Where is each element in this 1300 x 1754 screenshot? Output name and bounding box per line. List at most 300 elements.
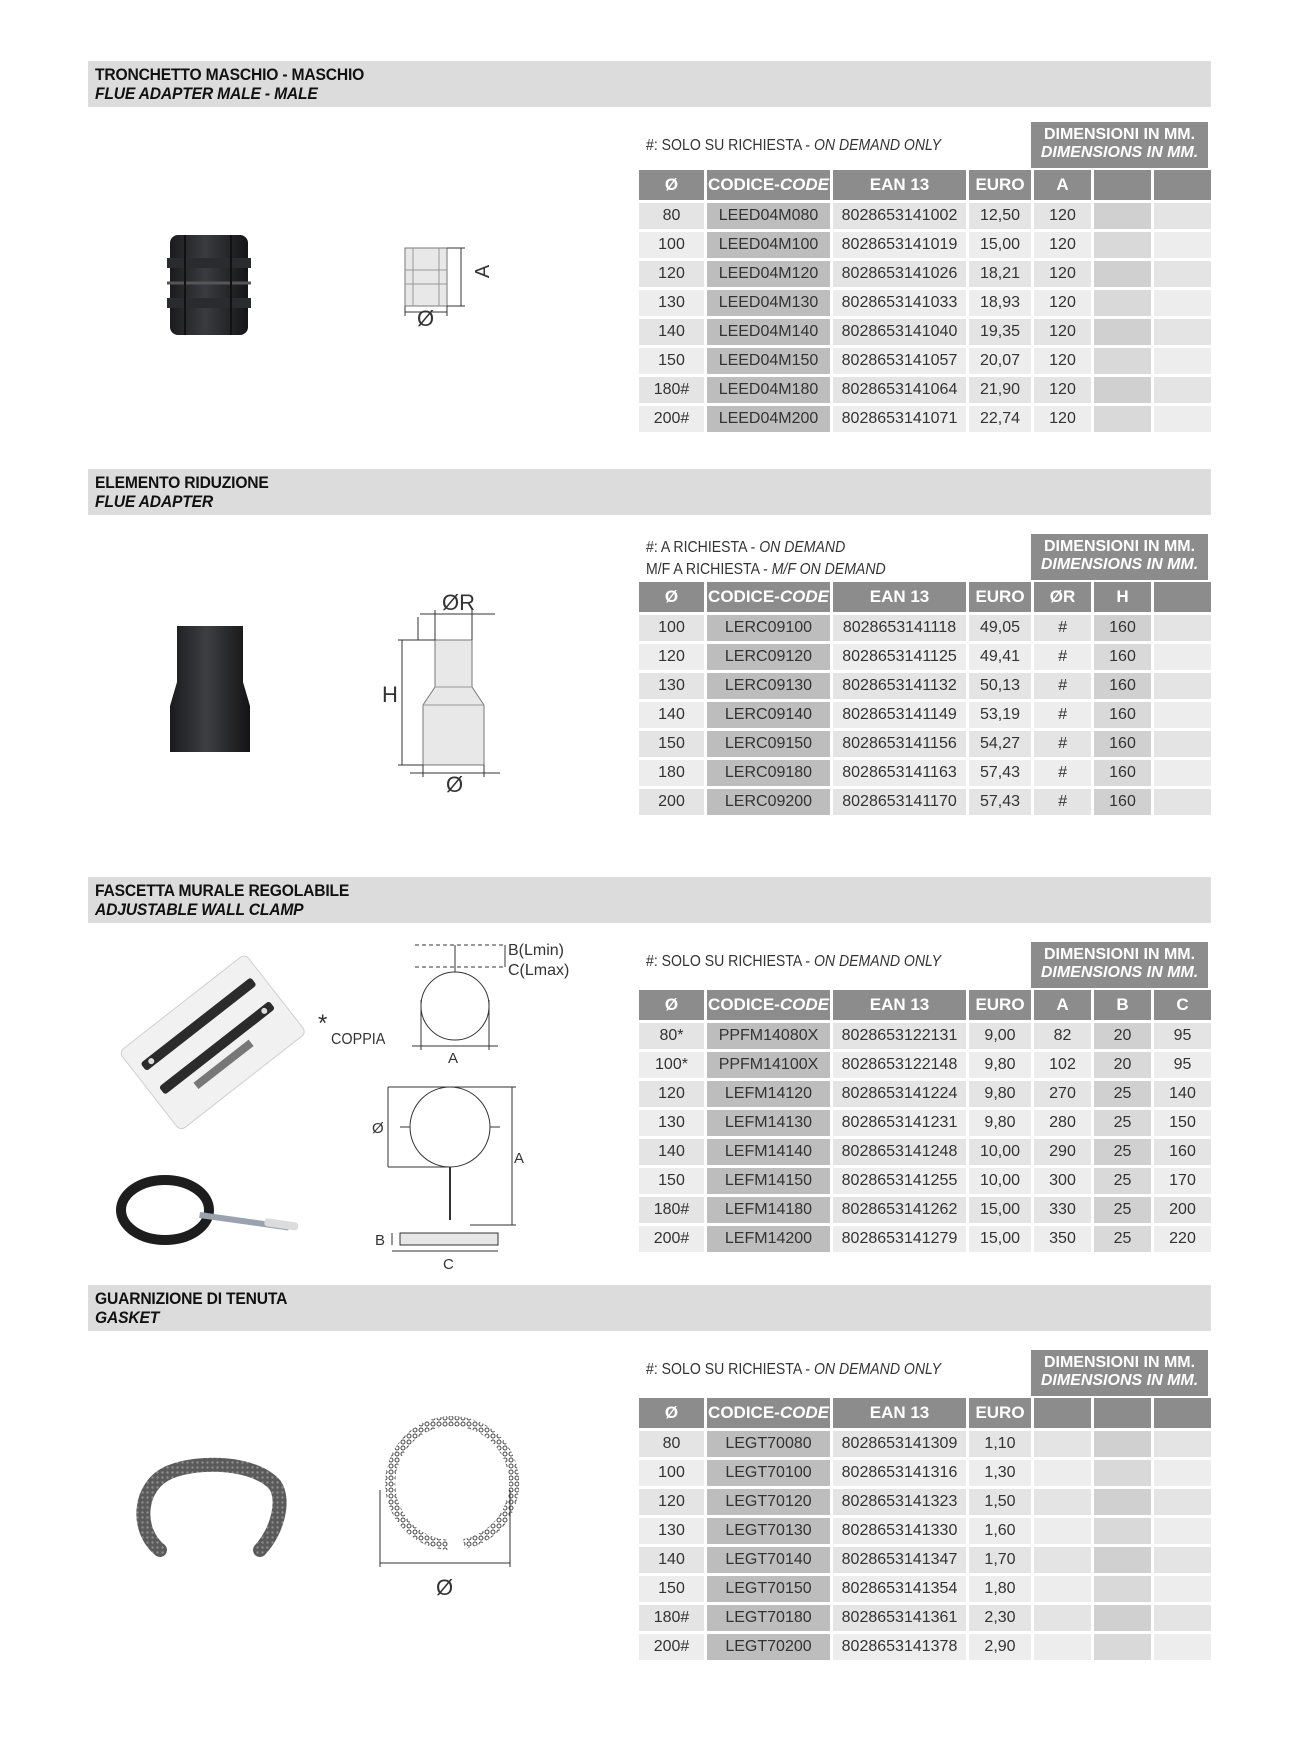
reducer-drawing xyxy=(390,605,510,780)
table-cell: 57,43 xyxy=(969,760,1031,786)
table-cell xyxy=(1094,1547,1151,1573)
text-fragment: CODICE- xyxy=(708,995,780,1014)
table-cell: LEED04M200 xyxy=(707,406,830,432)
table-row xyxy=(639,1197,1211,1223)
table-cell: 8028653141064 xyxy=(833,377,966,403)
table-cell: LEFM14180 xyxy=(707,1197,830,1223)
section-header xyxy=(88,469,1211,515)
table-row xyxy=(639,1226,1211,1252)
dimension-a-label: A xyxy=(472,264,495,279)
table-cell: EAN 13 xyxy=(833,1398,966,1428)
table-cell: LERC09180 xyxy=(707,760,830,786)
table-header-row xyxy=(639,1398,1211,1428)
table-cell: 12,50 xyxy=(969,203,1031,229)
table-cell: 21,90 xyxy=(969,377,1031,403)
table-cell: 150 xyxy=(639,348,704,374)
table-cell xyxy=(1034,1489,1091,1515)
table-cell xyxy=(1094,232,1151,258)
text-fragment: ON DEMAND ONLY xyxy=(813,1361,941,1378)
text-fragment: DIMENSIONS IN MM. xyxy=(1040,144,1199,161)
table-row xyxy=(639,1168,1211,1194)
table-cell: 8028653141002 xyxy=(833,203,966,229)
table-cell: 140 xyxy=(639,1547,704,1573)
table-cell xyxy=(1154,789,1211,815)
table-cell: 160 xyxy=(1094,731,1151,757)
table-cell xyxy=(1154,261,1211,287)
table-cell: 20 xyxy=(1094,1023,1151,1049)
table-cell: 150 xyxy=(639,1168,704,1194)
table-row xyxy=(639,348,1211,374)
section-subtitle: FLUE ADAPTER MALE - MALE xyxy=(95,84,318,103)
table-cell: 280 xyxy=(1034,1110,1091,1136)
table-cell: 290 xyxy=(1034,1139,1091,1165)
table-cell: 160 xyxy=(1094,673,1151,699)
table-row xyxy=(639,1518,1211,1544)
table-row xyxy=(639,319,1211,345)
table-cell: 120 xyxy=(639,1081,704,1107)
table-cell: 1,70 xyxy=(969,1547,1031,1573)
table-cell xyxy=(1094,406,1151,432)
table-cell: 2,90 xyxy=(969,1634,1031,1660)
table-cell xyxy=(1034,1634,1091,1660)
table-cell: 9,80 xyxy=(969,1052,1031,1078)
table-cell xyxy=(1094,1398,1151,1428)
availability-note-2 xyxy=(646,560,886,580)
table-cell: EAN 13 xyxy=(833,582,966,612)
dimensions-header xyxy=(1031,1350,1208,1396)
table-cell: 57,43 xyxy=(969,789,1031,815)
table-cell: 19,35 xyxy=(969,319,1031,345)
table-cell: 25 xyxy=(1094,1139,1151,1165)
table-cell: 180# xyxy=(639,377,704,403)
table-cell xyxy=(1154,232,1211,258)
section-header xyxy=(88,1285,1211,1331)
table-cell: # xyxy=(1034,644,1091,670)
table-cell: 330 xyxy=(1034,1197,1091,1223)
table-row xyxy=(639,290,1211,316)
text-fragment: DIMENSIONI IN MM. xyxy=(1043,126,1196,143)
table-cell xyxy=(1094,170,1151,200)
table-cell: 8028653141309 xyxy=(833,1431,966,1457)
table-cell: # xyxy=(1034,673,1091,699)
table-cell: 15,00 xyxy=(969,1197,1031,1223)
text-fragment: CODICE- xyxy=(708,1403,780,1422)
text-fragment: CODE xyxy=(779,175,829,194)
table-cell xyxy=(1154,582,1211,612)
wall-clamp-photo xyxy=(115,1170,305,1260)
table-cell: 130 xyxy=(639,673,704,699)
table-cell: LEED04M180 xyxy=(707,377,830,403)
table-cell: 54,27 xyxy=(969,731,1031,757)
table-cell: LEFM14140 xyxy=(707,1139,830,1165)
table-cell: 120 xyxy=(1034,406,1091,432)
section-subtitle: GASKET xyxy=(95,1308,160,1327)
table-cell: C xyxy=(1154,990,1211,1020)
table-cell: 8028653141026 xyxy=(833,261,966,287)
table-row xyxy=(639,760,1211,786)
table-cell: LERC09120 xyxy=(707,644,830,670)
text-fragment: #: A RICHIESTA - xyxy=(646,539,760,556)
table-cell: 130 xyxy=(639,1518,704,1544)
table-row xyxy=(639,615,1211,641)
text-fragment: DIMENSIONI IN MM. xyxy=(1043,1354,1196,1371)
table-cell: 130 xyxy=(639,290,704,316)
table-cell: LEED04M100 xyxy=(707,232,830,258)
text-fragment: #: SOLO SU RICHIESTA - xyxy=(646,137,814,154)
clamp-side-drawing xyxy=(410,940,520,1060)
table-cell xyxy=(707,990,830,1020)
text-fragment: DIMENSIONS IN MM. xyxy=(1040,964,1199,981)
table-cell: 25 xyxy=(1094,1110,1151,1136)
diameter-label: Ø xyxy=(436,1575,454,1600)
text-fragment: M/F A RICHIESTA - xyxy=(646,561,772,578)
table-cell: 8028653141125 xyxy=(833,644,966,670)
table-cell: ØR xyxy=(1034,582,1091,612)
table-row xyxy=(639,1431,1211,1457)
male-male-adapter-drawing xyxy=(385,232,505,332)
table-cell: Ø xyxy=(639,990,704,1020)
table-cell: 8028653141330 xyxy=(833,1518,966,1544)
table-cell: LEGT70120 xyxy=(707,1489,830,1515)
table-cell: 80 xyxy=(639,1431,704,1457)
table-cell: 25 xyxy=(1094,1197,1151,1223)
table-cell xyxy=(1154,203,1211,229)
table-cell: LEFM14150 xyxy=(707,1168,830,1194)
table-cell xyxy=(1094,1431,1151,1457)
text-fragment: M/F ON DEMAND xyxy=(771,561,886,578)
table-cell: PPFM14100X xyxy=(707,1052,830,1078)
table-cell: 160 xyxy=(1094,789,1151,815)
table-cell: 180 xyxy=(639,760,704,786)
diameter-label: Ø xyxy=(372,1120,384,1137)
table-row xyxy=(639,789,1211,815)
table-cell: 150 xyxy=(639,1576,704,1602)
table-cell: 18,93 xyxy=(969,290,1031,316)
table-cell xyxy=(707,1398,830,1428)
table-cell xyxy=(1094,1605,1151,1631)
table-cell: LERC09140 xyxy=(707,702,830,728)
table-cell: 8028653141361 xyxy=(833,1605,966,1631)
table-cell xyxy=(1154,673,1211,699)
table-cell xyxy=(707,582,830,612)
table-row xyxy=(639,1634,1211,1660)
table-cell: 9,80 xyxy=(969,1081,1031,1107)
table-cell: 8028653141354 xyxy=(833,1576,966,1602)
asterisk-mark: * xyxy=(318,1010,328,1037)
table-row xyxy=(639,1460,1211,1486)
packaged-clamp-photo xyxy=(115,955,305,1140)
text-fragment: DIMENSIONI IN MM. xyxy=(1043,946,1196,963)
table-row xyxy=(639,1023,1211,1049)
table-cell: 120 xyxy=(639,644,704,670)
text-fragment: CODICE- xyxy=(708,587,780,606)
table-row xyxy=(639,1489,1211,1515)
table-cell: 140 xyxy=(1154,1081,1211,1107)
section-subtitle: FLUE ADAPTER xyxy=(95,492,213,511)
dimension-b-label: B xyxy=(375,1232,386,1249)
table-row xyxy=(639,203,1211,229)
table-cell xyxy=(1154,1547,1211,1573)
table-cell xyxy=(1094,377,1151,403)
table-cell: 140 xyxy=(639,319,704,345)
text-fragment: #: SOLO SU RICHIESTA - xyxy=(646,1361,814,1378)
table-row xyxy=(639,702,1211,728)
table-cell: 8028653141118 xyxy=(833,615,966,641)
table-cell: A xyxy=(1034,990,1091,1020)
table-cell: LEGT70150 xyxy=(707,1576,830,1602)
table-cell: 220 xyxy=(1154,1226,1211,1252)
table-cell xyxy=(1094,1576,1151,1602)
table-cell: A xyxy=(1034,170,1091,200)
diameter-label: Ø xyxy=(446,772,464,797)
gasket-drawing xyxy=(370,1415,520,1585)
table-cell: 100 xyxy=(639,1460,704,1486)
price-table xyxy=(636,167,1214,435)
table-cell xyxy=(1034,1547,1091,1573)
gasket-photo xyxy=(130,1450,290,1560)
text-fragment: ON DEMAND ONLY xyxy=(813,137,941,154)
section-header xyxy=(88,61,1211,107)
table-cell: 53,19 xyxy=(969,702,1031,728)
table-cell: 8028653141231 xyxy=(833,1110,966,1136)
section-title: TRONCHETTO MASCHIO - MASCHIO xyxy=(95,65,365,84)
table-cell: # xyxy=(1034,760,1091,786)
table-row xyxy=(639,377,1211,403)
table-cell xyxy=(1154,170,1211,200)
table-cell: 25 xyxy=(1094,1168,1151,1194)
table-cell xyxy=(1094,203,1151,229)
availability-note xyxy=(646,136,941,156)
table-cell: LEFM14130 xyxy=(707,1110,830,1136)
table-cell: LEED04M140 xyxy=(707,319,830,345)
table-cell: 95 xyxy=(1154,1052,1211,1078)
table-cell: LERC09150 xyxy=(707,731,830,757)
table-cell xyxy=(1154,1605,1211,1631)
table-cell: 8028653141149 xyxy=(833,702,966,728)
table-cell: # xyxy=(1034,702,1091,728)
reducer-photo xyxy=(165,622,255,757)
table-cell xyxy=(1094,261,1151,287)
table-cell: 20,07 xyxy=(969,348,1031,374)
table-cell: 270 xyxy=(1034,1081,1091,1107)
table-cell xyxy=(1034,1431,1091,1457)
table-cell: 200# xyxy=(639,1634,704,1660)
table-cell xyxy=(1154,1398,1211,1428)
text-fragment: #: SOLO SU RICHIESTA - xyxy=(646,953,814,970)
table-cell: LEFM14120 xyxy=(707,1081,830,1107)
table-cell: 160 xyxy=(1094,702,1151,728)
table-cell xyxy=(1154,1431,1211,1457)
table-cell: 170 xyxy=(1154,1168,1211,1194)
table-cell: 8028653141323 xyxy=(833,1489,966,1515)
text-fragment: ON DEMAND ONLY xyxy=(813,953,941,970)
table-row xyxy=(639,1605,1211,1631)
table-cell: 8028653141040 xyxy=(833,319,966,345)
text-fragment: CODE xyxy=(779,1403,829,1422)
text-fragment: DIMENSIONS IN MM. xyxy=(1040,556,1199,573)
table-cell: LEGT70140 xyxy=(707,1547,830,1573)
table-cell xyxy=(1034,1518,1091,1544)
table-cell: # xyxy=(1034,615,1091,641)
availability-note xyxy=(646,1360,941,1380)
table-cell xyxy=(1094,290,1151,316)
table-header-row xyxy=(639,990,1211,1020)
table-cell: 15,00 xyxy=(969,232,1031,258)
table-cell xyxy=(707,170,830,200)
table-cell: EURO xyxy=(969,582,1031,612)
table-cell xyxy=(1154,319,1211,345)
table-cell: 120 xyxy=(1034,290,1091,316)
table-cell: 8028653141033 xyxy=(833,290,966,316)
table-cell: EURO xyxy=(969,1398,1031,1428)
table-cell xyxy=(1154,731,1211,757)
text-fragment: DIMENSIONS IN MM. xyxy=(1040,1372,1199,1389)
table-cell: LEGT70080 xyxy=(707,1431,830,1457)
table-cell: 140 xyxy=(639,702,704,728)
table-row xyxy=(639,673,1211,699)
table-cell: 18,21 xyxy=(969,261,1031,287)
table-cell: 8028653141057 xyxy=(833,348,966,374)
table-cell: Ø xyxy=(639,1398,704,1428)
pair-label: COPPIA xyxy=(331,1031,386,1048)
table-cell xyxy=(1154,1489,1211,1515)
section-header xyxy=(88,877,1211,923)
table-cell: 95 xyxy=(1154,1023,1211,1049)
table-cell: LERC09200 xyxy=(707,789,830,815)
b-lmin-label: B(Lmin) xyxy=(508,942,565,959)
table-cell: LEGT70100 xyxy=(707,1460,830,1486)
table-header-row xyxy=(639,170,1211,200)
table-cell: 50,13 xyxy=(969,673,1031,699)
diameter-label: Ø xyxy=(417,306,435,331)
table-cell: 8028653141248 xyxy=(833,1139,966,1165)
table-cell: PPFM14080X xyxy=(707,1023,830,1049)
table-cell: 8028653141156 xyxy=(833,731,966,757)
text-fragment: CODICE- xyxy=(708,175,780,194)
table-cell: 120 xyxy=(1034,377,1091,403)
table-cell: LEED04M150 xyxy=(707,348,830,374)
table-cell: 120 xyxy=(1034,348,1091,374)
table-cell: 49,41 xyxy=(969,644,1031,670)
table-cell: 8028653141224 xyxy=(833,1081,966,1107)
table-cell: 200 xyxy=(1154,1197,1211,1223)
table-cell xyxy=(1154,1634,1211,1660)
table-cell: 200# xyxy=(639,1226,704,1252)
table-row xyxy=(639,1139,1211,1165)
dimension-a2-label: A xyxy=(514,1150,525,1167)
table-cell: 8028653141255 xyxy=(833,1168,966,1194)
table-cell xyxy=(1034,1576,1091,1602)
table-cell: # xyxy=(1034,731,1091,757)
table-cell: 8028653141132 xyxy=(833,673,966,699)
table-header-row xyxy=(639,582,1211,612)
section-title: ELEMENTO RIDUZIONE xyxy=(95,473,269,492)
table-cell: 49,05 xyxy=(969,615,1031,641)
table-cell: 8028653141071 xyxy=(833,406,966,432)
male-male-adapter-photo xyxy=(165,230,255,340)
table-row xyxy=(639,1081,1211,1107)
section-subtitle: ADJUSTABLE WALL CLAMP xyxy=(95,900,304,919)
table-row xyxy=(639,406,1211,432)
dimensions-header xyxy=(1031,534,1208,580)
table-cell: LERC09100 xyxy=(707,615,830,641)
table-row xyxy=(639,644,1211,670)
dimension-c-label: C xyxy=(443,1256,454,1273)
table-cell: LEED04M120 xyxy=(707,261,830,287)
table-cell: 22,74 xyxy=(969,406,1031,432)
table-cell: 1,10 xyxy=(969,1431,1031,1457)
dimensions-header xyxy=(1031,942,1208,988)
availability-note xyxy=(646,538,845,558)
table-cell xyxy=(1154,406,1211,432)
table-cell: 8028653141279 xyxy=(833,1226,966,1252)
table-cell: LEFM14200 xyxy=(707,1226,830,1252)
text-fragment: CODE xyxy=(779,995,829,1014)
table-cell: 200# xyxy=(639,406,704,432)
text-fragment: DIMENSIONI IN MM. xyxy=(1043,538,1196,555)
table-cell: 300 xyxy=(1034,1168,1091,1194)
table-cell: 100 xyxy=(639,615,704,641)
table-cell: 8028653141262 xyxy=(833,1197,966,1223)
table-cell: 160 xyxy=(1094,644,1151,670)
section-title: FASCETTA MURALE REGOLABILE xyxy=(95,881,350,900)
table-cell: 120 xyxy=(639,261,704,287)
table-cell xyxy=(1094,319,1151,345)
availability-note xyxy=(646,952,941,972)
table-cell: Ø xyxy=(639,170,704,200)
table-cell: 150 xyxy=(1154,1110,1211,1136)
table-row xyxy=(639,261,1211,287)
price-table xyxy=(636,579,1214,818)
table-cell: 8028653122148 xyxy=(833,1052,966,1078)
table-cell xyxy=(1094,1489,1151,1515)
table-cell: 350 xyxy=(1034,1226,1091,1252)
table-row xyxy=(639,232,1211,258)
table-cell: LEGT70180 xyxy=(707,1605,830,1631)
table-cell: 1,80 xyxy=(969,1576,1031,1602)
table-cell: 120 xyxy=(1034,261,1091,287)
table-cell: 8028653122131 xyxy=(833,1023,966,1049)
table-cell xyxy=(1154,615,1211,641)
text-fragment: CODE xyxy=(779,587,829,606)
table-cell: 80* xyxy=(639,1023,704,1049)
table-cell: # xyxy=(1034,789,1091,815)
table-cell: LEED04M130 xyxy=(707,290,830,316)
table-cell: 10,00 xyxy=(969,1139,1031,1165)
table-cell: 15,00 xyxy=(969,1226,1031,1252)
table-cell xyxy=(1094,1460,1151,1486)
clamp-front-drawing xyxy=(370,1075,530,1265)
table-cell: LEED04M080 xyxy=(707,203,830,229)
price-table xyxy=(636,1395,1214,1663)
table-row xyxy=(639,731,1211,757)
dimensions-header xyxy=(1031,122,1208,168)
table-cell xyxy=(1154,760,1211,786)
table-cell: 180# xyxy=(639,1605,704,1631)
table-cell: EAN 13 xyxy=(833,170,966,200)
table-cell: 120 xyxy=(1034,232,1091,258)
table-cell: 9,00 xyxy=(969,1023,1031,1049)
table-cell: 10,00 xyxy=(969,1168,1031,1194)
table-cell xyxy=(1094,348,1151,374)
table-cell xyxy=(1154,1576,1211,1602)
table-cell: 130 xyxy=(639,1110,704,1136)
table-cell: 25 xyxy=(1094,1226,1151,1252)
table-cell: 82 xyxy=(1034,1023,1091,1049)
table-cell: 100 xyxy=(639,232,704,258)
table-cell xyxy=(1154,644,1211,670)
table-cell: 100* xyxy=(639,1052,704,1078)
